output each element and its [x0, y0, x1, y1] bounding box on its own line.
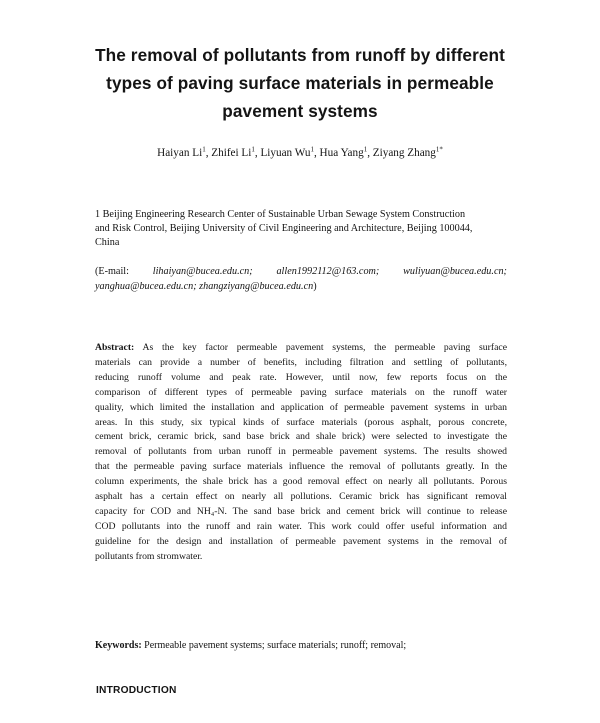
author-separator: , — [367, 147, 373, 159]
author-separator: , — [205, 147, 212, 159]
abstract-line: that the permeable paving surface materials influence the removal of pollutants greatly. In the — [95, 461, 507, 473]
keywords — [95, 639, 507, 653]
author-name: Liyuan Wu — [260, 147, 311, 159]
abstract-line: capacity for COD and NH₄-N. The sand base brick and cement brick will continue to release — [95, 505, 507, 517]
author-affiliation-mark: 1 — [310, 145, 314, 154]
author-affiliation-mark: 1 — [251, 145, 255, 154]
email-row — [95, 280, 507, 295]
keywords-label: Keywords: — [95, 640, 142, 651]
abstract-line: asphalt has a certain effect on nearly all pollutions. Ceramic brick has significant removal — [95, 491, 507, 503]
abstract-line: guideline for the design and installation of permeable pavement systems in the removal of — [95, 535, 507, 547]
email-link[interactable]: wuliyuan@bucea.edu.cn; — [403, 266, 507, 277]
abstract-line: areas. In this study, six typical kinds of surface materials (porous asphalt, porous concrete, — [95, 416, 507, 428]
title-line: pavement systems — [222, 101, 378, 121]
author-affiliation-mark: 1 — [202, 145, 206, 154]
affiliation — [95, 208, 507, 251]
email-link[interactable]: zhangziyang@bucea.edu.cn — [199, 280, 314, 292]
abstract-line: column experiments, the shale brick has a good removal effect on nearly all pollutants. Porous — [95, 476, 507, 488]
title-line: types of paving surface materials in permeable — [106, 73, 494, 93]
email-prefix: (E-mail: — [95, 266, 129, 277]
section-heading-introduction: INTRODUCTION — [96, 685, 177, 696]
abstract-text: As the key factor permeable pavement systems, the permeable paving surface — [134, 342, 507, 353]
email-row — [95, 265, 507, 280]
author-name: Haiyan Li — [157, 147, 203, 159]
abstract-line: COD pollutants into the runoff and rain water. This work could offer useful information and — [95, 520, 507, 532]
author-name: Hua Yang — [319, 147, 364, 159]
author-name: Zhifei Li — [211, 147, 252, 159]
abstract-line: pollutants from stromwater. — [95, 550, 203, 562]
affiliation-line: and Risk Control, Beijing University of Civil Engineering and Architecture, Beijing 100044, — [95, 223, 473, 235]
keywords-text: Permeable pavement systems; surface materials; runoff; removal; — [141, 640, 407, 651]
abstract-line: comparison of different types of permeable paving surface materials on the runoff water — [95, 386, 507, 398]
paper-title — [80, 41, 520, 125]
author-affiliation-mark: 1* — [435, 145, 443, 154]
abstract-line: quality, which limited the installation and application of permeable pavement systems in urban — [95, 401, 507, 413]
affiliation-line: 1 Beijing Engineering Research Center of Sustainable Urban Sewage System Construction — [95, 209, 466, 220]
abstract-line: removal of pollutants from urban runoff in permeable pavement systems. The results showed — [95, 446, 507, 458]
email-link[interactable]: yanghua@bucea.edu.cn; — [95, 280, 197, 292]
abstract-line — [95, 341, 507, 356]
abstract — [95, 341, 507, 565]
author-list — [70, 146, 530, 160]
author-separator: , — [254, 147, 261, 159]
abstract-line: cement brick, ceramic brick, sand base brick and shale brick) were selected to investigate the — [95, 431, 507, 443]
abstract-line: materials can provide a number of benefits, including filtration and settling of pollutants, — [95, 356, 507, 368]
author-separator: , — [313, 147, 320, 159]
author-affiliation-mark: 1 — [363, 145, 368, 154]
email-link[interactable]: allen1992112@163.com; — [276, 266, 380, 277]
contact-emails — [95, 265, 507, 294]
title-line: The removal of pollutants from runoff by different — [95, 45, 505, 65]
email-link[interactable]: lihaiyan@bucea.edu.cn; — [152, 266, 253, 277]
affiliation-line: China — [95, 237, 120, 249]
email-suffix: ) — [313, 280, 317, 292]
abstract-line: reducing runoff volume and peak rate. However, until now, few reports focus on the — [95, 371, 507, 383]
abstract-label: Abstract: — [95, 342, 135, 353]
author-name: Ziyang Zhang — [372, 147, 436, 159]
